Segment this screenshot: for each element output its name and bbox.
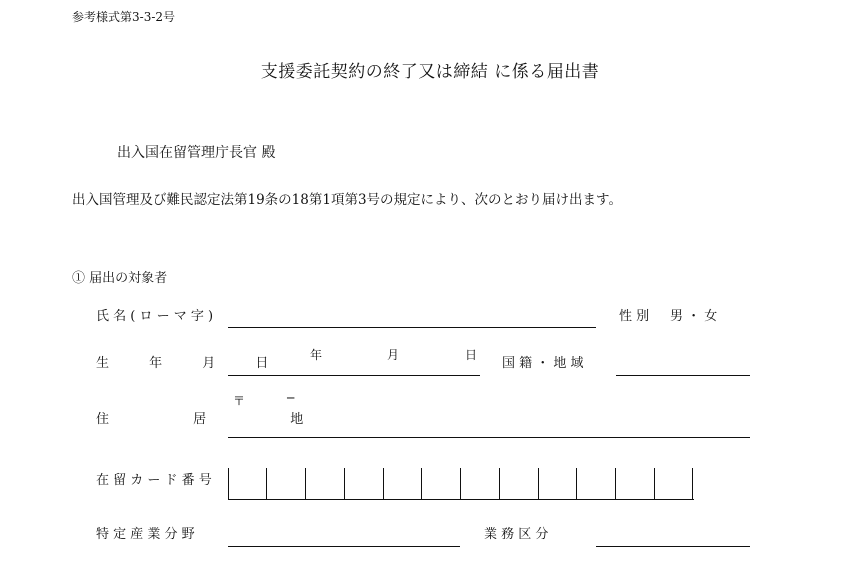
card-box-divider [383, 468, 384, 499]
name-label: 氏 名 ( ロ ー マ 字 ) [96, 309, 214, 324]
dob-month: 月 [387, 348, 400, 362]
card-box-divider [421, 468, 422, 499]
postal-mark: 〒 [233, 394, 246, 408]
field-label: 特 定 産 業 分 野 [96, 527, 195, 542]
card-box-divider [499, 468, 500, 499]
dob-field[interactable] [228, 375, 480, 376]
card-box-divider [305, 468, 306, 499]
category-label: 業 務 区 分 [484, 527, 549, 542]
postal-dash: ─ [287, 391, 295, 405]
sex-options[interactable]: 男 ・ 女 [670, 309, 718, 324]
sex-label: 性 別 [619, 309, 650, 324]
dob-day: 日 [465, 348, 478, 362]
card-box-divider [228, 468, 229, 499]
card-box-divider [692, 468, 693, 499]
card-box-divider [460, 468, 461, 499]
card-box-divider [576, 468, 577, 499]
nationality-field[interactable] [616, 375, 750, 376]
card-box-divider [344, 468, 345, 499]
nationality-label: 国 籍 ・ 地 域 [502, 356, 584, 371]
card-box-divider [266, 468, 267, 499]
card-box-divider [615, 468, 616, 499]
section-heading: ① 届出の対象者 [72, 271, 168, 286]
card-label: 在 留 カ ー ド 番 号 [96, 473, 212, 488]
name-field[interactable] [228, 327, 596, 328]
category-input[interactable] [596, 546, 750, 547]
intro-text: 出入国管理及び難民認定法第19条の18第1項第3号の規定により、次のとおり届け出ます。 [72, 192, 622, 208]
form-number: 参考様式第3-3-2号 [72, 10, 176, 24]
field-input[interactable] [228, 546, 460, 547]
card-box-divider [538, 468, 539, 499]
dob-year: 年 [310, 348, 323, 362]
address-label: 住 居 地 [96, 412, 344, 427]
card-baseline [228, 499, 694, 500]
card-box-divider [654, 468, 655, 499]
document-title: 支援委託契約の終了又は締結 に係る届出書 [260, 62, 600, 82]
dob-label: 生 年 月 日 [96, 356, 287, 371]
address-field[interactable] [228, 437, 750, 438]
addressee: 出入国在留管理庁長官 殿 [117, 145, 276, 161]
